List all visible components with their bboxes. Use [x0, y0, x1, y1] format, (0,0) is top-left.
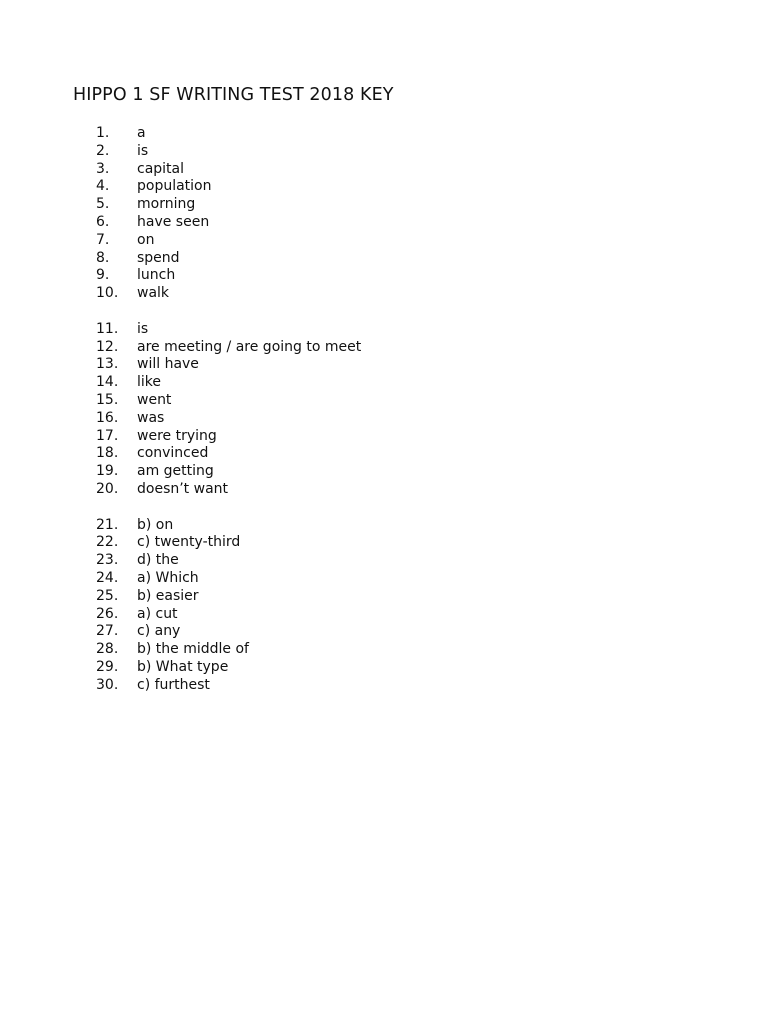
item-number: 7. — [96, 231, 110, 248]
item-answer: is — [137, 142, 149, 159]
item-answer: b) What type — [137, 658, 229, 675]
item-number: 11. — [96, 320, 119, 337]
item-number: 26. — [96, 605, 119, 622]
list-item — [96, 677, 696, 695]
answer-key-list — [96, 125, 696, 695]
item-answer: d) the — [137, 552, 179, 569]
list-item — [96, 428, 696, 446]
list-item — [96, 463, 696, 481]
list-item — [96, 125, 696, 143]
item-number: 28. — [96, 641, 119, 658]
list-item — [96, 250, 696, 268]
item-answer: population — [137, 178, 212, 195]
answer-group-3 — [96, 517, 696, 695]
list-item — [96, 570, 696, 588]
list-item — [96, 641, 696, 659]
list-item — [96, 178, 696, 196]
item-answer: convinced — [137, 445, 209, 462]
item-answer: went — [137, 391, 172, 408]
item-answer: am getting — [137, 463, 214, 480]
item-answer: capital — [137, 160, 185, 177]
item-number: 24. — [96, 569, 119, 586]
item-answer: b) easier — [137, 587, 199, 604]
item-answer: on — [137, 231, 155, 248]
item-number: 1. — [96, 125, 110, 141]
item-answer: was — [137, 409, 165, 426]
item-number: 29. — [96, 658, 119, 675]
item-number: 27. — [96, 623, 119, 640]
page-title: HIPPO 1 SF WRITING TEST 2018 KEY — [73, 85, 394, 105]
item-number: 21. — [96, 516, 119, 533]
item-answer: lunch — [137, 267, 176, 284]
item-number: 20. — [96, 480, 119, 497]
item-answer: b) the middle of — [137, 641, 249, 658]
item-number: 3. — [96, 160, 110, 177]
item-answer: doesn’t want — [137, 480, 229, 497]
item-answer: will have — [137, 356, 199, 373]
list-item — [96, 267, 696, 285]
item-number: 14. — [96, 374, 119, 391]
item-number: 25. — [96, 587, 119, 604]
list-item — [96, 517, 696, 535]
item-answer: morning — [137, 196, 196, 213]
item-number: 9. — [96, 267, 110, 284]
list-item — [96, 659, 696, 677]
list-item — [96, 196, 696, 214]
list-item — [96, 606, 696, 624]
item-answer: c) furthest — [137, 676, 210, 693]
list-item — [96, 481, 696, 499]
item-number: 13. — [96, 356, 119, 373]
item-number: 19. — [96, 463, 119, 480]
item-number: 23. — [96, 552, 119, 569]
item-number: 22. — [96, 534, 119, 551]
item-number: 18. — [96, 445, 119, 462]
answer-group-1 — [96, 125, 696, 303]
list-item — [96, 339, 696, 357]
item-answer: a) Which — [137, 569, 199, 586]
item-answer: c) any — [137, 623, 181, 640]
item-number: 8. — [96, 249, 110, 266]
item-answer: spend — [137, 249, 180, 266]
list-item — [96, 534, 696, 552]
item-number: 30. — [96, 676, 119, 693]
item-answer: walk — [137, 285, 170, 302]
list-item — [96, 285, 696, 303]
list-item — [96, 445, 696, 463]
item-answer: like — [137, 374, 162, 391]
item-number: 10. — [96, 285, 119, 302]
list-item — [96, 623, 696, 641]
list-item — [96, 232, 696, 250]
item-number: 2. — [96, 142, 110, 159]
item-answer: is — [137, 320, 149, 337]
item-number: 5. — [96, 196, 110, 213]
item-number: 16. — [96, 409, 119, 426]
list-item — [96, 161, 696, 179]
item-number: 12. — [96, 338, 119, 355]
item-number: 17. — [96, 427, 119, 444]
list-item — [96, 392, 696, 410]
list-item — [96, 552, 696, 570]
item-answer: a — [137, 125, 146, 141]
item-answer: b) on — [137, 516, 174, 533]
item-answer: were trying — [137, 427, 217, 444]
item-number: 4. — [96, 178, 110, 195]
item-number: 6. — [96, 213, 110, 230]
item-number: 15. — [96, 391, 119, 408]
answer-group-2 — [96, 321, 696, 499]
list-item — [96, 410, 696, 428]
list-item — [96, 321, 696, 339]
list-item — [96, 588, 696, 606]
item-answer: are meeting / are going to meet — [137, 338, 362, 355]
list-item — [96, 374, 696, 392]
list-item — [96, 214, 696, 232]
list-item — [96, 143, 696, 161]
item-answer: a) cut — [137, 605, 178, 622]
item-answer: have seen — [137, 213, 210, 230]
item-answer: c) twenty-third — [137, 534, 241, 551]
list-item — [96, 356, 696, 374]
